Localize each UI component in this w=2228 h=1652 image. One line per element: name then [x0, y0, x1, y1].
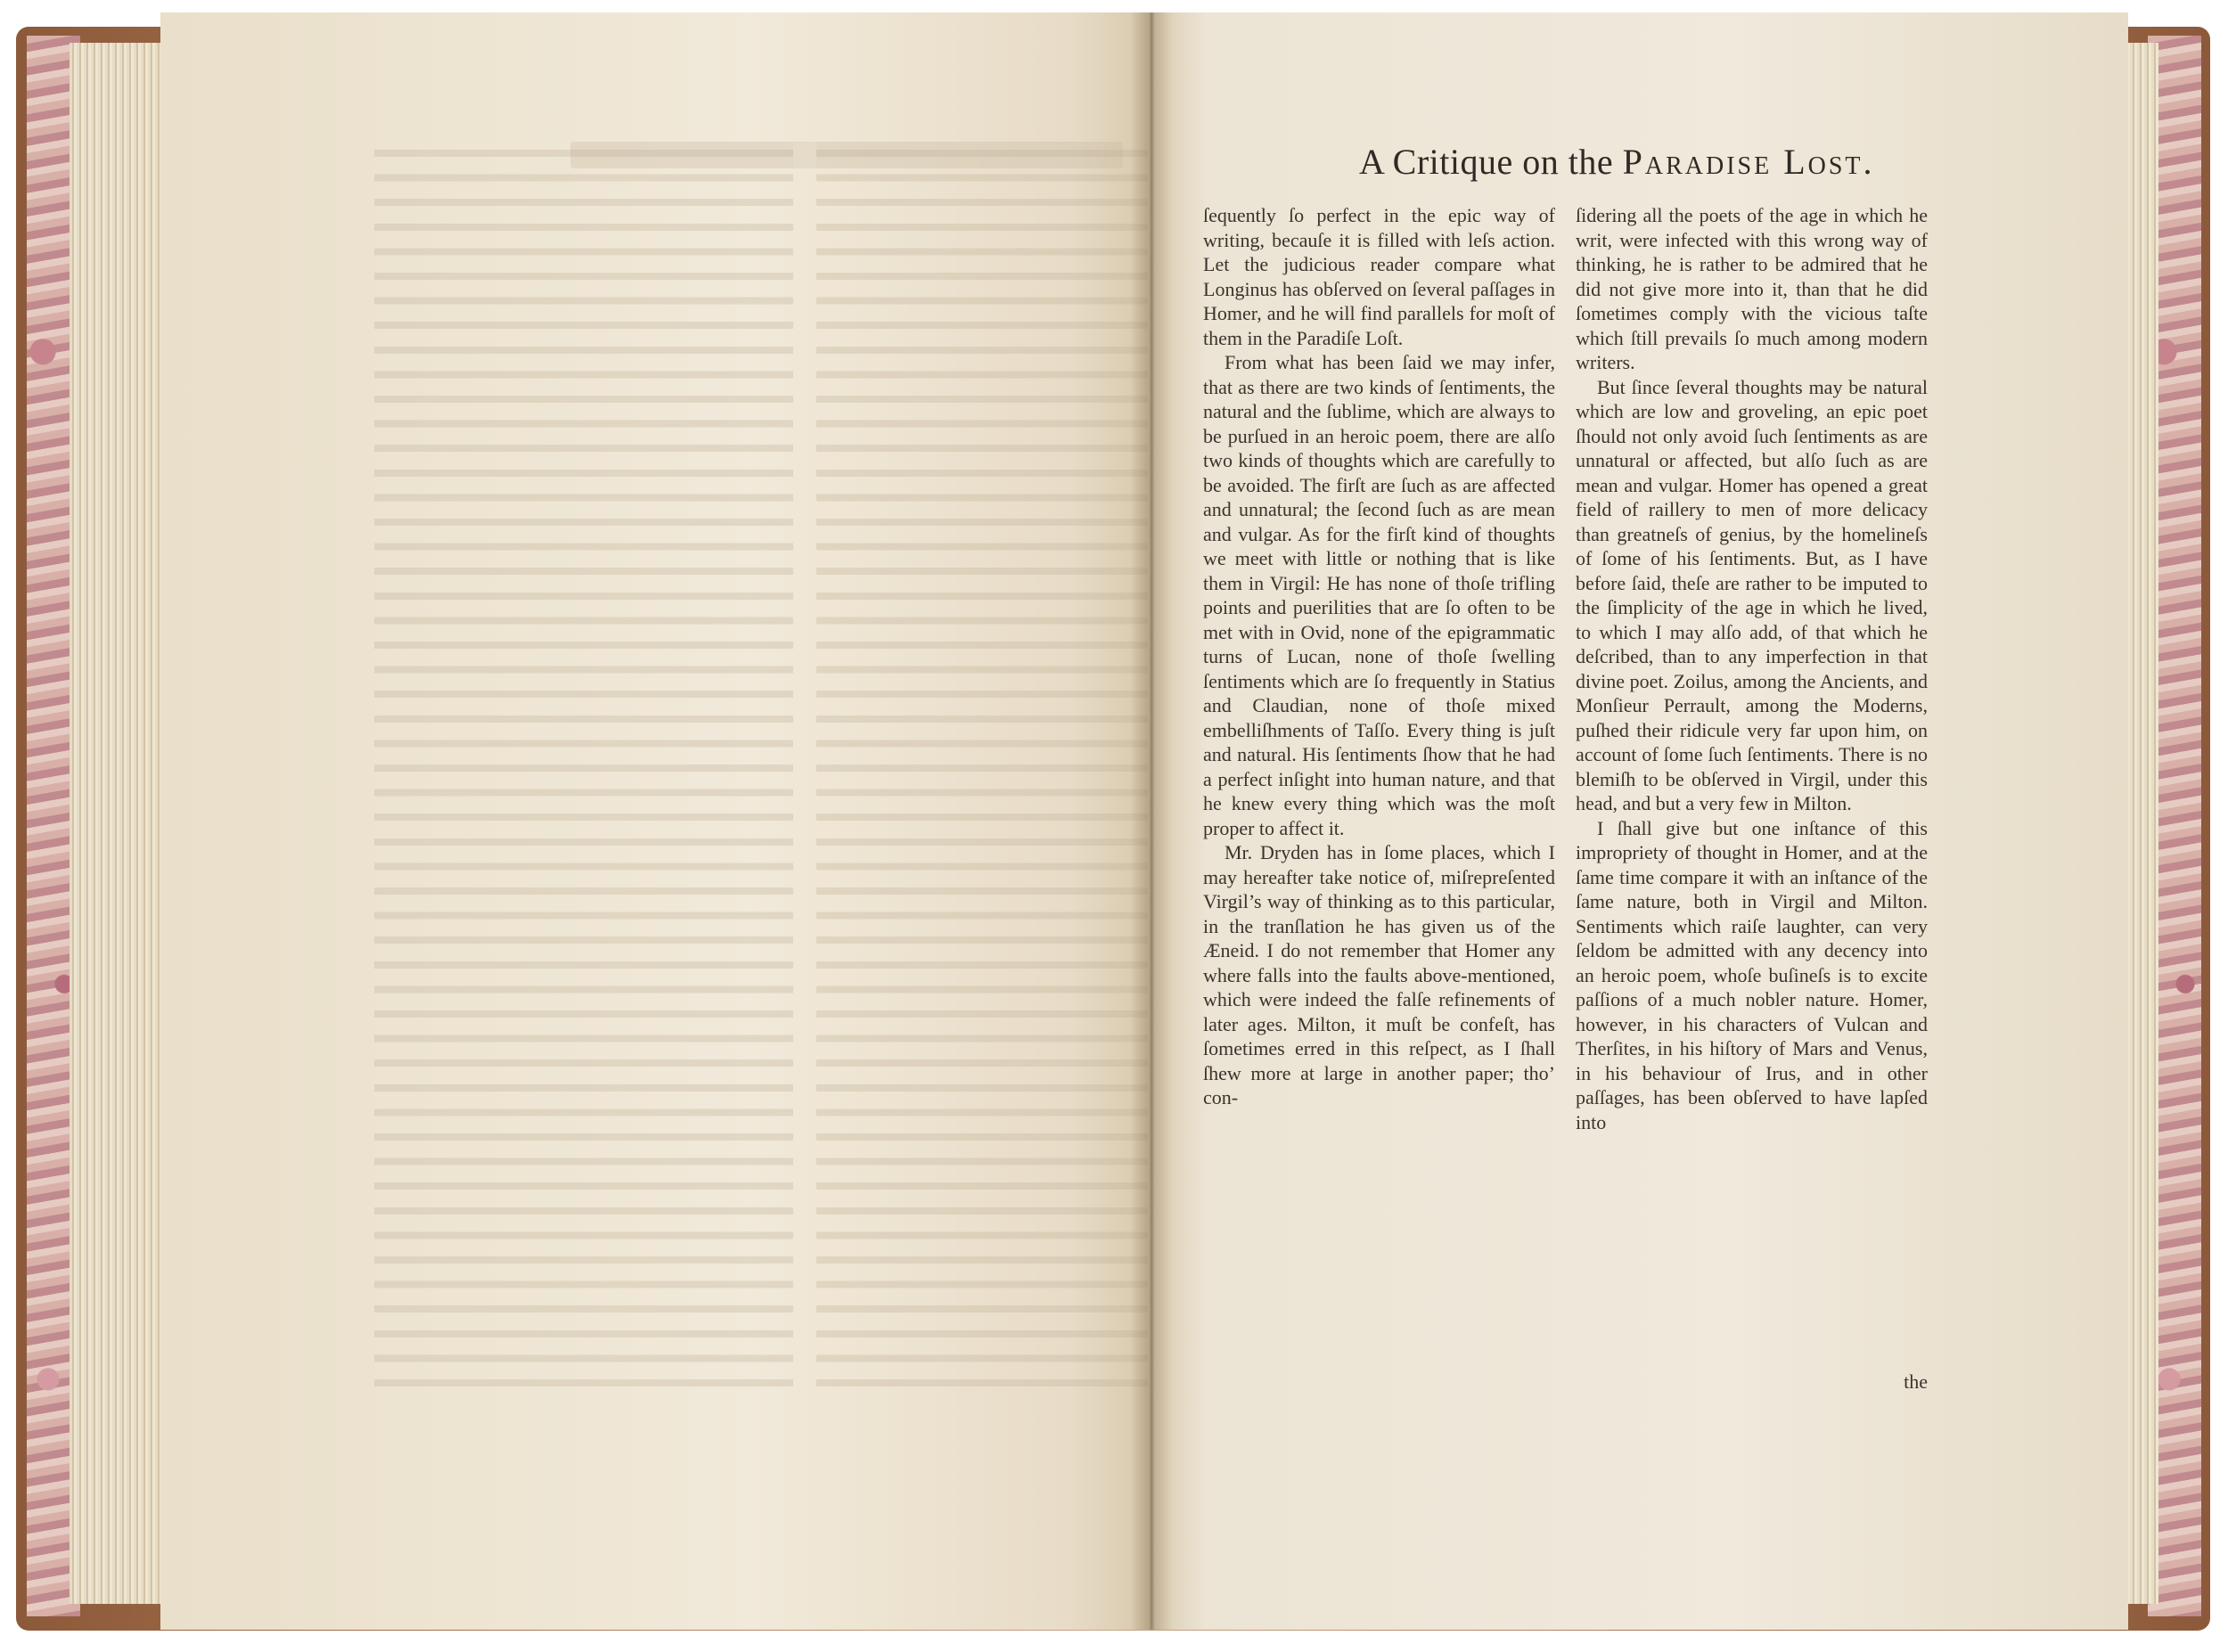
running-header — [1273, 141, 1959, 183]
paragraph: But ſince ſeveral thoughts may be natural which are low and groveling, an epic poet ſhould not only avoid ſuch ſentiments as are unnatural or affected, but alſo ſuch as are mean and vulgar. Homer has opened a great field of raillery to men of more delicacy than greatneſs of genius, by the homelineſs of ſome of his ſentiments. But, as I have before ſaid, theſe are rather to be imputed to the ſimplicity of the age in which he lived, to which I may alſo add, of that which he deſcribed, than to any imperfection in that divine poet. Zoilus, among the Ancients, and Monſieur Perrault, among the Moderns, puſhed their ridicule very far upon him, on account of ſome ſuch ſentiments. There is no blemiſh to be obſerved in Virgil, under this head, and but a very few in Milton. — [1576, 375, 1928, 814]
header-suffix: . — [1863, 142, 1873, 182]
book-gutter — [1130, 12, 1173, 1630]
catchword: the — [1904, 1370, 1928, 1393]
header-title-caps: Paradise Lost — [1622, 142, 1863, 182]
header-prefix: A Critique on the — [1358, 142, 1623, 182]
text-column-right — [1576, 203, 1928, 1134]
paragraph: ſidering all the poets of the age in which he writ, were infected with this wrong way of thinking, he is rather to be admired that he did not give more into it, than that he did ſometimes comply with the vicious taſte which ſtill prevails ſo much among modern writers. — [1576, 204, 1928, 373]
paragraph: ſequently ſo perfect in the epic way of writing, becauſe it is filled with leſs action. Let the judicious reader compare what Longinus has obſerved on ſeveral paſſages in Homer, and he will find parallels for moſt of them in the Paradiſe Loſt. — [1203, 204, 1555, 349]
paragraph: I ſhall give but one inſtance of this impropriety of thought in Homer, and at the ſame time compare it with an inſtance of the ſame nature, both in Virgil and Milton. Sentiments which raiſe laughter, can very ſeldom be admitted with any decency into an heroic poem, whoſe buſineſs is to excite paſſions of a much nobler nature. Homer, however, in his characters of Vulcan and Therſites, in his hiſtory of Mars and Venus, in his behaviour of Irus, and in other paſſages, has been obſerved to have lapſed into — [1576, 816, 1928, 1133]
text-column-left — [1203, 203, 1555, 1110]
left-page — [160, 12, 1148, 1630]
paragraph: Mr. Dryden has in ſome places, which I may hereafter take notice of, miſrepreſented Virgil’s way of thinking as to this particular, in the tranſlation he has given us of the Æneid. I do not remember that Homer any where falls into the faults above-mentioned, which were indeed the falſe refinements of later ages. Milton, it muſt be confeſt, has ſometimes erred in this reſpect, as I ſhall ſhew more at large in another paper; tho’ con- — [1203, 841, 1555, 1108]
show-through-text — [374, 137, 1230, 1403]
paragraph: From what has been ſaid we may infer, that as there are two kinds of ſentiments, the natural and the ſublime, which are always to be purſued in an heroic poem, there are alſo two kinds of thoughts which are carefully to be avoided. The firſt are ſuch as are affected and unnatural; the ſecond ſuch as are mean and vulgar. As for the firſt kind of thoughts we meet with little or nothing that is like them in Virgil: He has none of thoſe trifling points and puerilities that are ſo often to be met with in Ovid, none of the epigrammatic turns of Lucan, none of thoſe ſwelling ſentiments which are ſo frequently in Statius and Claudian, none of thoſe mixed embelliſhments of Taſſo. Every thing is juſt and natural. His ſentiments ſhow that he had a perfect inſight into human nature, and that he knew every thing which was the moſt proper to affect it. — [1203, 351, 1555, 839]
